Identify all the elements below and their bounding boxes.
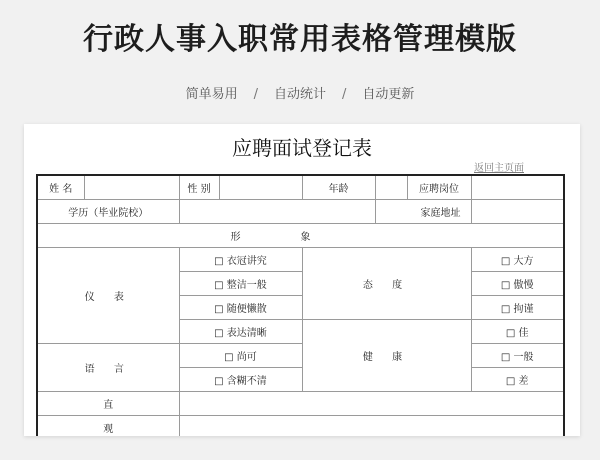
option-health[interactable]: □ 一般	[471, 344, 564, 368]
label-health: 健 康	[302, 320, 471, 392]
option-demeanor[interactable]: □ 整洁一般	[179, 272, 302, 296]
form-document	[24, 124, 580, 436]
label-gender: 性 别	[179, 175, 219, 200]
option-language[interactable]: □ 含糊不清	[179, 368, 302, 392]
label-language: 语 言	[37, 344, 179, 392]
label-demeanor: 仪 表	[37, 248, 179, 344]
interview-form-table	[36, 174, 565, 436]
option-attitude[interactable]: □ 大方	[471, 248, 564, 272]
field-position[interactable]	[471, 175, 564, 200]
field-direct-2[interactable]	[179, 416, 564, 437]
label-name: 姓 名	[37, 175, 84, 200]
label-position: 应聘岗位	[407, 175, 471, 200]
page-title: 行政人事入职常用表格管理模版	[83, 22, 517, 57]
label-direct: 直	[37, 392, 179, 416]
back-to-home-link[interactable]: 返回主页面	[474, 163, 524, 174]
label-observation: 观	[37, 416, 179, 437]
option-health[interactable]: □ 佳	[471, 320, 564, 344]
option-attitude[interactable]: □ 拘谨	[471, 296, 564, 320]
tag-separator: /	[342, 87, 347, 102]
option-demeanor[interactable]: □ 表达清晰	[179, 320, 302, 344]
field-gender[interactable]	[219, 175, 302, 200]
label-age: 年龄	[302, 175, 375, 200]
field-address[interactable]	[471, 200, 564, 224]
option-demeanor[interactable]: □ 衣冠讲究	[179, 248, 302, 272]
label-address: 家庭地址	[375, 200, 471, 224]
tagline	[0, 83, 600, 102]
label-attitude: 态 度	[302, 248, 471, 320]
field-name[interactable]	[84, 175, 179, 200]
option-demeanor[interactable]: □ 随便懒散	[179, 296, 302, 320]
tag-auto-stats: 自动统计	[273, 87, 326, 102]
tag-auto-update: 自动更新	[362, 87, 415, 102]
form-title: 应聘面试登记表	[232, 136, 372, 160]
option-attitude[interactable]: □ 傲慢	[471, 272, 564, 296]
tag-separator: /	[253, 87, 258, 102]
field-education[interactable]	[179, 200, 375, 224]
field-direct-1[interactable]	[179, 392, 564, 416]
option-health[interactable]: □ 差	[471, 368, 564, 392]
option-language[interactable]: □ 尚可	[179, 344, 302, 368]
field-age[interactable]	[375, 175, 407, 200]
tag-easy: 简单易用	[185, 87, 238, 102]
section-appearance: 形象	[37, 224, 564, 248]
label-education: 学历（毕业院校）	[37, 200, 179, 224]
